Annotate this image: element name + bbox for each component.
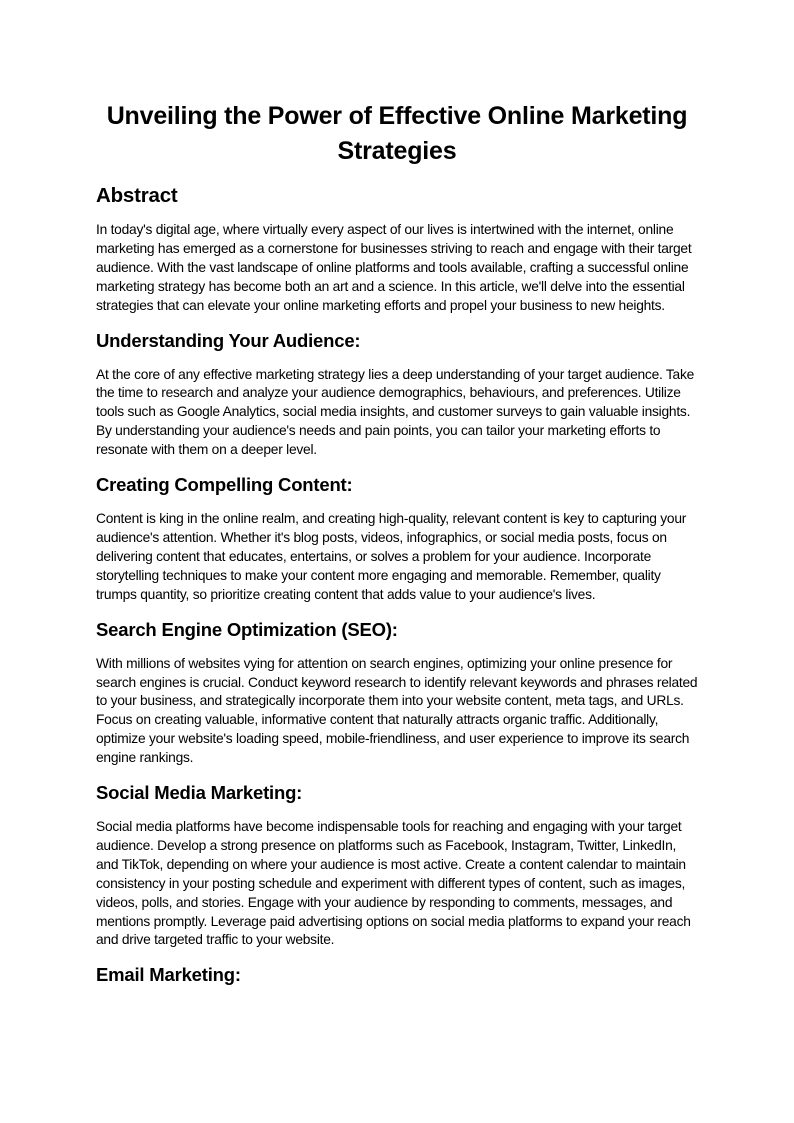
document-title: Unveiling the Power of Effective Online Marketing Strategies xyxy=(106,102,688,165)
section-heading-creating-compelling-content: Creating Compelling Content: xyxy=(96,474,353,496)
section-body-seo: With millions of websites vying for attention on search engines, optimizing your online presence for search engines is crucial. Conduct keyword research to identify relevant keywords and phrases related to your business, and strategically incorporate them into your website content, meta tags, and URLs. Focus on creating valuable, informative content that naturally attracts organic traffic. Additionally, optimize your website's loading speed, mobile-friendliness, and user experience to improve its search engine rankings. xyxy=(96,655,698,766)
section-heading-abstract: Abstract xyxy=(96,184,178,207)
section-body-creating-compelling-content: Content is king in the online realm, and creating high-quality, relevant content is key to capturing your audience's attention. Whether it's blog posts, videos, infographics, or social media posts, focus on delivering content that educates, entertains, or solves a problem for your audience. Incorporate storytelling techniques to make your content more engaging and memorable. Remember, quality trumps quantity, so prioritize creating content that adds value to your audience's lives. xyxy=(96,511,687,602)
section-heading-email-marketing: Email Marketing: xyxy=(96,964,241,986)
section-heading-social-media-marketing: Social Media Marketing: xyxy=(96,782,303,804)
section-body-abstract: In today's digital age, where virtually every aspect of our lives is intertwined with the internet, online marketing has emerged as a cornerstone for businesses striving to reach and engage with their target audience. With the vast landscape of online platforms and tools available, crafting a successful online marketing strategy has become both an art and a science. In this article, we'll delve into the essential strategies that can elevate your online marketing efforts and propel your business to new heights. xyxy=(96,222,692,313)
section-body-social-media-marketing: Social media platforms have become indispensable tools for reaching and engaging with your target audience. Develop a strong presence on platforms such as Facebook, Instagram, Twitter, LinkedIn, and TikTok, depending on where your audience is most active. Create a content calendar to maintain consistency in your posting schedule and experiment with different types of content, such as images, videos, polls, and stories. Engage with your audience by responding to comments, messages, and mentions promptly. Leverage paid advertising options on social media platforms to expand your reach and drive targeted traffic to your website. xyxy=(96,819,691,948)
section-heading-understanding-your-audience: Understanding Your Audience: xyxy=(96,329,361,351)
section-heading-seo: Search Engine Optimization (SEO): xyxy=(96,618,398,640)
section-body-understanding-your-audience: At the core of any effective marketing strategy lies a deep understanding of your target audience. Take the time to research and analyze your audience demographics, behaviours, and preferences. Utilize tools such as Google Analytics, social media insights, and customer surveys to gain valuable insights. By understanding your audience's needs and pain points, you can tailor your marketing efforts to resonate with them on a deeper level. xyxy=(96,366,695,458)
